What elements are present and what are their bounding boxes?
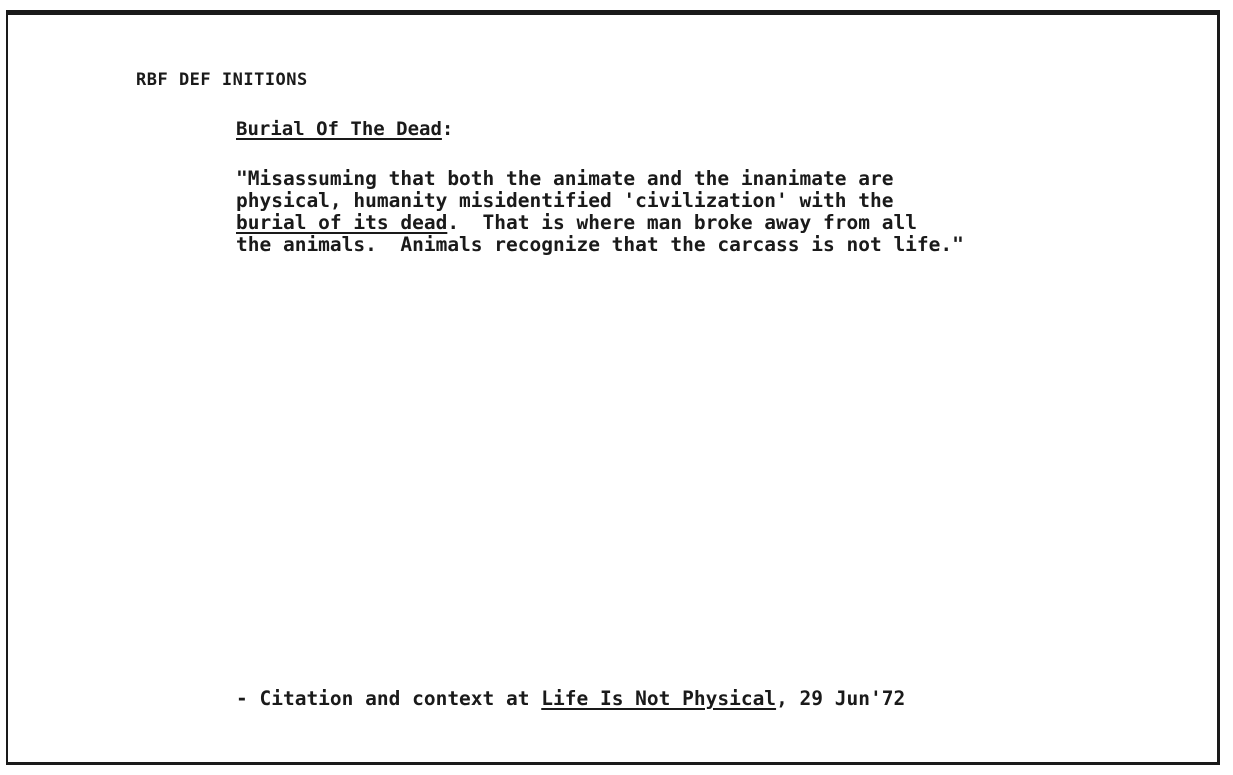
card-header: RBF DEF INITIONS <box>136 70 308 90</box>
quote-line-3 <box>236 212 1136 234</box>
definition-quote <box>236 168 1136 256</box>
citation-suffix: , 29 Jun'72 <box>776 687 906 710</box>
citation-prefix: - Citation and context at <box>236 687 542 710</box>
citation <box>236 687 905 710</box>
quote-line-4: the animals. Animals recognize that the carcass is not life." <box>236 233 964 256</box>
quote-underlined-phrase: burial of its dead <box>236 211 448 234</box>
term-title-text: Burial Of The Dead <box>236 118 442 140</box>
quote-line-2: physical, humanity misidentified 'civilization' with the <box>236 189 894 212</box>
citation-source-title: Life Is Not Physical <box>541 687 777 710</box>
term-title-colon: : <box>441 118 454 140</box>
definition-card <box>6 10 1220 765</box>
term-title <box>236 118 453 140</box>
quote-line-3-rest: . That is where man broke away from all <box>447 211 917 234</box>
quote-line-1: "Misassuming that both the animate and the inanimate are <box>236 167 894 190</box>
